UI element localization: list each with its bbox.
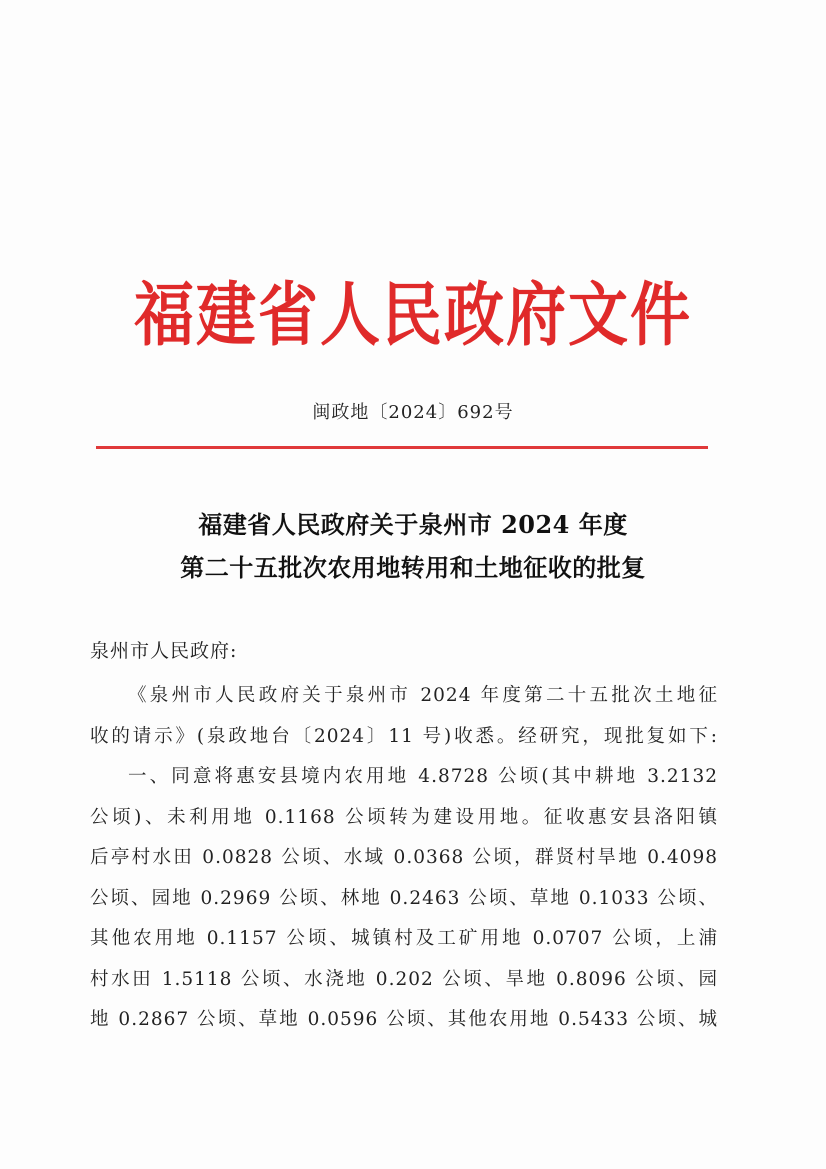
red-separator-line [96, 446, 708, 449]
body-line: 一、同意将惠安县境内农用地 4.8728 公顷(其中耕地 3.2132 [128, 766, 718, 787]
title-line-1: 福建省人民政府关于泉州市 2024 年度 [198, 510, 628, 539]
document-body [90, 676, 718, 1041]
body-line: 村水田 1.5118 公顷、水浇地 0.202 公顷、旱地 0.8096 公顷、园 [90, 968, 718, 990]
document-title [0, 503, 826, 589]
body-line: 《泉州市人民政府关于泉州市 2024 年度第二十五批次土地征 [128, 685, 718, 706]
title-line-2: 第二十五批次农用地转用和土地征收的批复 [180, 553, 646, 582]
body-line: 公顷、园地 0.2969 公顷、林地 0.2463 公顷、草地 0.1033 公顷、 [90, 887, 718, 909]
body-line: 收的请示》(泉政地台〔2024〕11 号)收悉。经研究，现批复如下: [90, 725, 718, 747]
body-line: 其他农用地 0.1157 公顷、城镇村及工矿用地 0.0707 公顷，上浦 [90, 928, 718, 949]
addressee: 泉州市人民政府: [90, 640, 238, 662]
body-line: 地 0.2867 公顷、草地 0.0596 公顷、其他农用地 0.5433 公顷、城 [90, 1009, 718, 1030]
document-number: 闽政地〔2024〕692号 [312, 402, 514, 423]
document-masthead: 福建省人民政府文件 [134, 275, 692, 356]
body-line: 公顷)、未利用地 0.1168 公顷转为建设用地。征收惠安县洛阳镇 [90, 806, 718, 828]
body-line: 后亭村水田 0.0828 公顷、水域 0.0368 公顷，群贤村旱地 0.4098 [90, 847, 718, 868]
